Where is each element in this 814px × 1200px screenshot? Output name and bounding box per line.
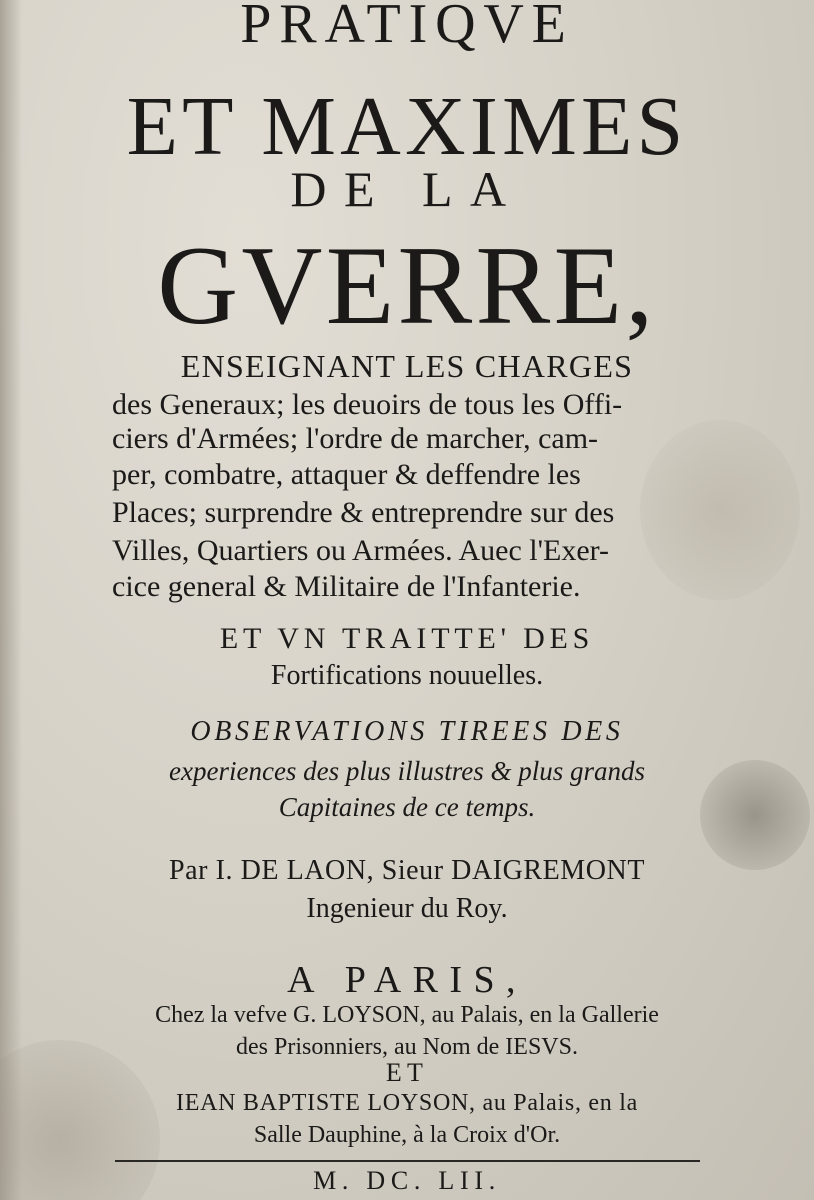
imprint-line-3: IEAN BAPTISTE LOYSON, au Palais, en la: [176, 1090, 638, 1116]
imprint-line-4: Salle Dauphine, à la Croix d'Or.: [253, 1122, 561, 1148]
subtitle-line-6: cice general & Militaire de l'Infanterie.: [112, 570, 581, 603]
subtitle-lead: ENSEIGNANT LES CHARGES: [180, 348, 634, 384]
subtitle-line-2: ciers d'Armées; l'ordre de marcher, cam-: [112, 422, 599, 455]
title-line-4: GVERRE,: [157, 224, 657, 348]
observations-line-3: Capitaines de ce temps.: [278, 792, 536, 822]
observations-line-1: OBSERVATIONS TIREES DES: [190, 716, 624, 747]
stain-upper-right: [640, 420, 800, 600]
bottom-rule: [115, 1160, 700, 1162]
imprint-line-1: Chez la vefve G. LOYSON, au Palais, en la Gallerie: [155, 1002, 659, 1028]
author-line-1: Par I. DE LAON, Sieur DAIGREMONT: [169, 855, 645, 886]
title-line-2: ET MAXIMES: [126, 80, 688, 173]
imprint-et: ET: [385, 1058, 429, 1087]
title-line-3: DE LA: [290, 161, 524, 217]
author-line-2: Ingenieur du Roy.: [306, 893, 508, 924]
subtitle-line-4: Places; surprendre & entreprendre sur des: [112, 496, 615, 529]
subtitle-line-1: des Generaux; les deuoirs de tous les Offi-: [112, 388, 623, 421]
imprint-line-2: des Prisonniers, au Nom de IESVS.: [236, 1034, 578, 1060]
imprint-city: A PARIS,: [287, 959, 527, 1001]
subtitle-line-3: per, combatre, attaquer & deffendre les: [112, 458, 581, 491]
date-line: M. DC. LII.: [313, 1166, 501, 1195]
treatise-line-2: Fortifications nouuelles.: [270, 660, 544, 691]
observations-line-2: experiences des plus illustres & plus grands: [169, 756, 645, 786]
treatise-line-1: ET VN TRAITTE' DES: [219, 622, 595, 655]
title-line-1: PRATIQVE: [240, 0, 574, 55]
subtitle-line-5: Villes, Quartiers ou Armées. Auec l'Exer-: [112, 534, 610, 567]
